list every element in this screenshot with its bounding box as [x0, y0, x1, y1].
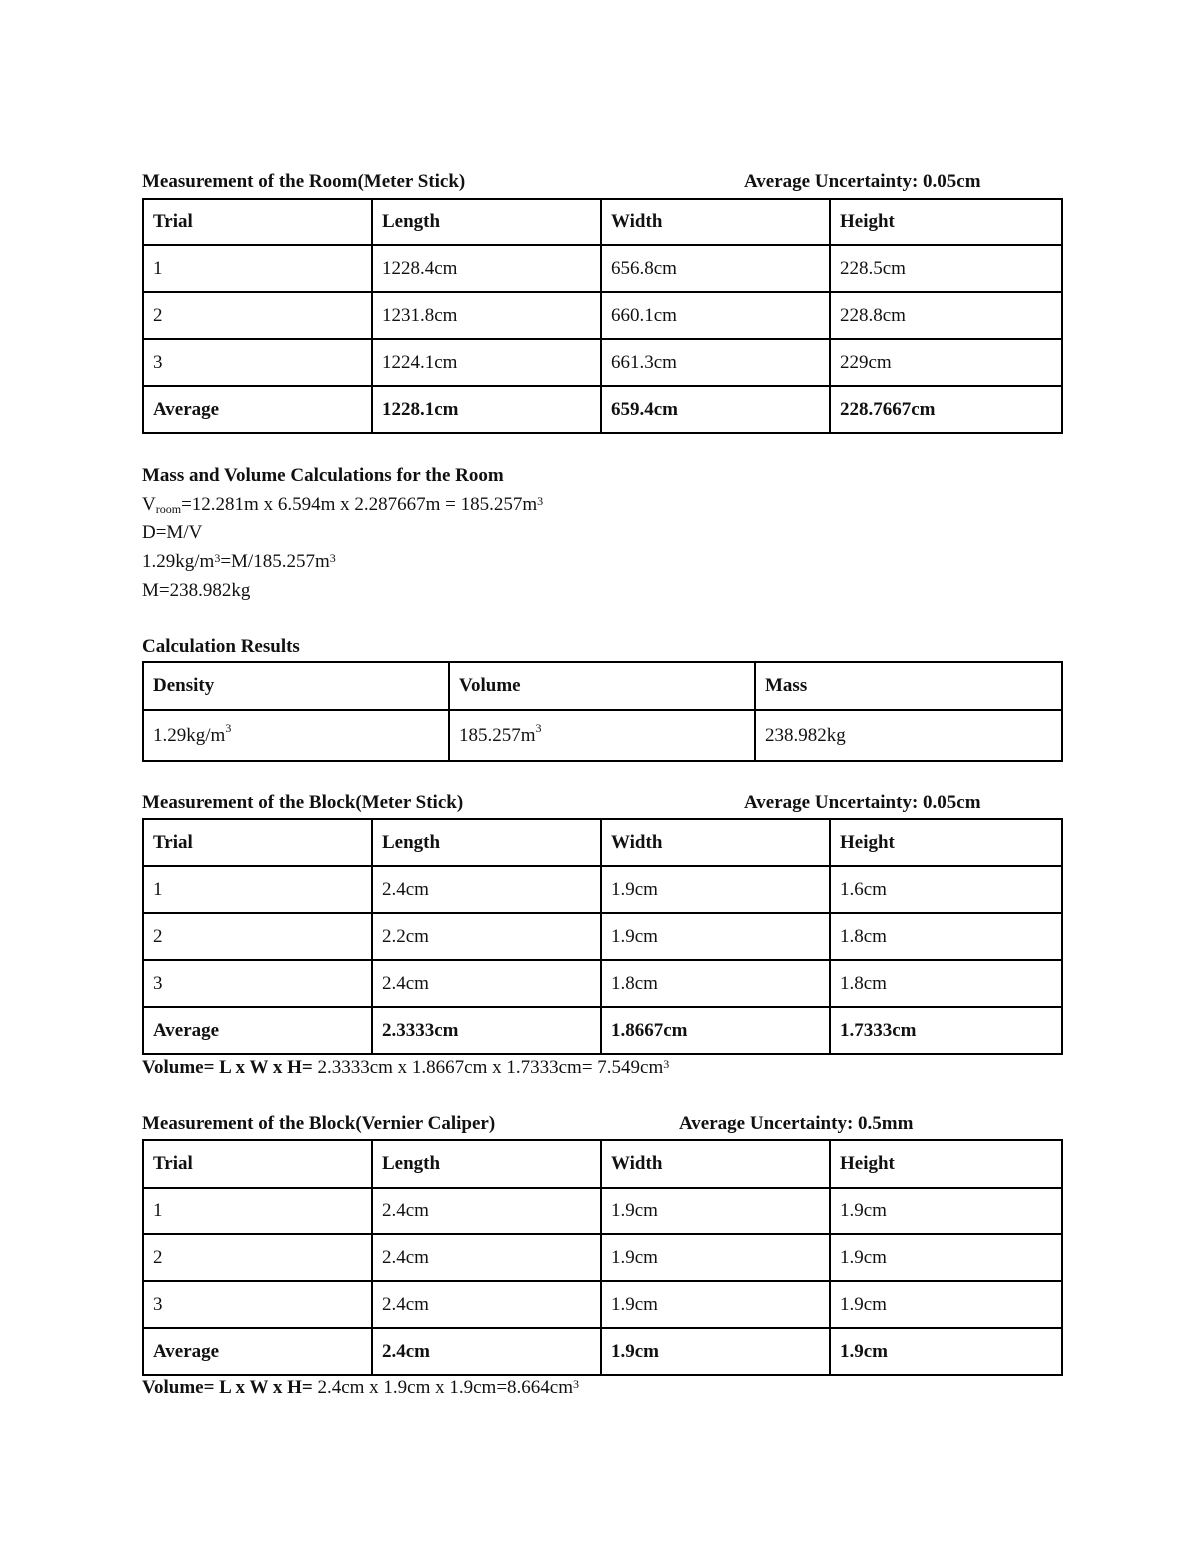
table-cell: 2.2cm — [372, 913, 601, 960]
table-cell — [449, 710, 755, 761]
table-average-row — [143, 1007, 1062, 1054]
superscript: 3 — [329, 551, 336, 565]
table-cell: 1 — [143, 245, 372, 292]
table-header-row — [143, 1140, 1062, 1188]
table-cell: 2.3333cm — [372, 1007, 601, 1054]
block-caliper-table — [142, 1139, 1063, 1376]
table-header-row — [143, 662, 1062, 710]
header-cell: Width — [601, 819, 830, 866]
table-row — [143, 1188, 1062, 1234]
block-caliper-uncertainty: Average Uncertainty: 0.5mm — [679, 1113, 914, 1134]
density-formula: D=M/V — [142, 522, 203, 543]
table-cell: 659.4cm — [601, 386, 830, 433]
room-table-title: Measurement of the Room(Meter Stick) — [142, 171, 466, 192]
mass-over-volume: =M/185.257m — [220, 551, 330, 572]
calc-title: Mass and Volume Calculations for the Room — [142, 465, 504, 486]
table-row — [143, 339, 1062, 386]
superscript: 3 — [214, 551, 221, 565]
table-row — [143, 913, 1062, 960]
table-cell: 1224.1cm — [372, 339, 601, 386]
table-cell: 1.9cm — [601, 866, 830, 913]
room-uncertainty: Average Uncertainty: 0.05cm — [744, 171, 981, 192]
table-cell: 228.5cm — [830, 245, 1062, 292]
table-cell: 228.7667cm — [830, 386, 1062, 433]
table-cell: 2.4cm — [372, 960, 601, 1007]
table-row — [143, 866, 1062, 913]
header-cell: Width — [601, 1140, 830, 1188]
table-cell: 1228.1cm — [372, 386, 601, 433]
header-cell: Length — [372, 199, 601, 245]
table-cell: 1.6cm — [830, 866, 1062, 913]
header-cell: Trial — [143, 199, 372, 245]
superscript: 3 — [535, 720, 542, 735]
volume-formula-expression: 2.4cm x 1.9cm x 1.9cm=8.664cm — [312, 1377, 574, 1398]
table-row — [143, 960, 1062, 1007]
table-cell: 1.9cm — [601, 1328, 830, 1375]
table-cell: 1.9cm — [830, 1188, 1062, 1234]
volume-expression: =12.281m x 6.594m x 2.287667m = 185.257m — [181, 494, 538, 515]
table-cell: 2.4cm — [372, 1234, 601, 1281]
block-stick-table — [142, 818, 1063, 1055]
header-cell: Height — [830, 819, 1062, 866]
table-cell: 661.3cm — [601, 339, 830, 386]
table-cell: 1.8cm — [830, 913, 1062, 960]
volume-symbol: V — [142, 494, 156, 515]
volume-equation — [142, 494, 543, 516]
table-cell: 3 — [143, 339, 372, 386]
block-stick-title: Measurement of the Block(Meter Stick) — [142, 792, 464, 813]
volume-formula-label: Volume= L x W x H= — [142, 1057, 313, 1078]
block-caliper-volume — [142, 1377, 579, 1399]
table-cell: 1.7333cm — [830, 1007, 1062, 1054]
table-cell: 1.8cm — [601, 960, 830, 1007]
block-caliper-title: Measurement of the Block(Vernier Caliper) — [142, 1113, 496, 1134]
superscript: 3 — [663, 1057, 670, 1071]
table-cell: 2.4cm — [372, 1281, 601, 1328]
table-row — [143, 1281, 1062, 1328]
table-header-row — [143, 199, 1062, 245]
table-cell: 2 — [143, 292, 372, 339]
volume-subscript: room — [155, 502, 182, 516]
density-value: 1.29kg/m — [142, 551, 215, 572]
table-row — [143, 1234, 1062, 1281]
header-cell: Width — [601, 199, 830, 245]
table-cell: 1.9cm — [830, 1281, 1062, 1328]
table-cell: 1.8cm — [830, 960, 1062, 1007]
results-table — [142, 661, 1063, 762]
superscript: 3 — [225, 720, 232, 735]
table-cell: 1.9cm — [830, 1234, 1062, 1281]
table-cell: 1.9cm — [601, 913, 830, 960]
superscript: 3 — [537, 494, 544, 508]
table-cell: 1.9cm — [601, 1281, 830, 1328]
table-average-row — [143, 386, 1062, 433]
table-cell: 1231.8cm — [372, 292, 601, 339]
block-stick-uncertainty: Average Uncertainty: 0.05cm — [744, 792, 981, 813]
block-stick-volume — [142, 1057, 669, 1079]
table-cell: 3 — [143, 1281, 372, 1328]
table-row — [143, 292, 1062, 339]
table-cell: 660.1cm — [601, 292, 830, 339]
table-cell: 1 — [143, 1188, 372, 1234]
table-cell: 3 — [143, 960, 372, 1007]
volume-formula-expression: 2.3333cm x 1.8667cm x 1.7333cm= 7.549cm — [312, 1057, 664, 1078]
table-cell: Average — [143, 386, 372, 433]
table-cell: 1228.4cm — [372, 245, 601, 292]
table-cell: 2 — [143, 913, 372, 960]
table-cell: Average — [143, 1328, 372, 1375]
header-cell: Height — [830, 1140, 1062, 1188]
table-cell: 238.982kg — [755, 710, 1062, 761]
table-cell: 229cm — [830, 339, 1062, 386]
table-cell — [143, 710, 449, 761]
density-substitution — [142, 551, 336, 573]
table-cell: 1 — [143, 866, 372, 913]
table-cell: Average — [143, 1007, 372, 1054]
volume-formula-label: Volume= L x W x H= — [142, 1377, 313, 1398]
header-cell: Trial — [143, 1140, 372, 1188]
volume-result: 185.257m — [459, 724, 536, 746]
table-cell: 228.8cm — [830, 292, 1062, 339]
header-cell: Density — [143, 662, 449, 710]
table-cell: 2.4cm — [372, 1328, 601, 1375]
table-cell: 2.4cm — [372, 866, 601, 913]
table-cell: 2 — [143, 1234, 372, 1281]
header-cell: Height — [830, 199, 1062, 245]
table-cell: 656.8cm — [601, 245, 830, 292]
room-measurement-table — [142, 198, 1063, 434]
header-cell: Length — [372, 819, 601, 866]
table-row — [143, 245, 1062, 292]
table-cell: 2.4cm — [372, 1188, 601, 1234]
density-result: 1.29kg/m — [153, 724, 226, 746]
header-cell: Length — [372, 1140, 601, 1188]
table-cell: 1.8667cm — [601, 1007, 830, 1054]
table-average-row — [143, 1328, 1062, 1375]
mass-result: M=238.982kg — [142, 580, 251, 601]
results-title: Calculation Results — [142, 636, 300, 657]
superscript: 3 — [573, 1377, 580, 1391]
table-cell: 1.9cm — [601, 1188, 830, 1234]
table-cell: 1.9cm — [601, 1234, 830, 1281]
header-cell: Mass — [755, 662, 1062, 710]
table-row — [143, 710, 1062, 761]
header-cell: Trial — [143, 819, 372, 866]
table-cell: 1.9cm — [830, 1328, 1062, 1375]
header-cell: Volume — [449, 662, 755, 710]
table-header-row — [143, 819, 1062, 866]
